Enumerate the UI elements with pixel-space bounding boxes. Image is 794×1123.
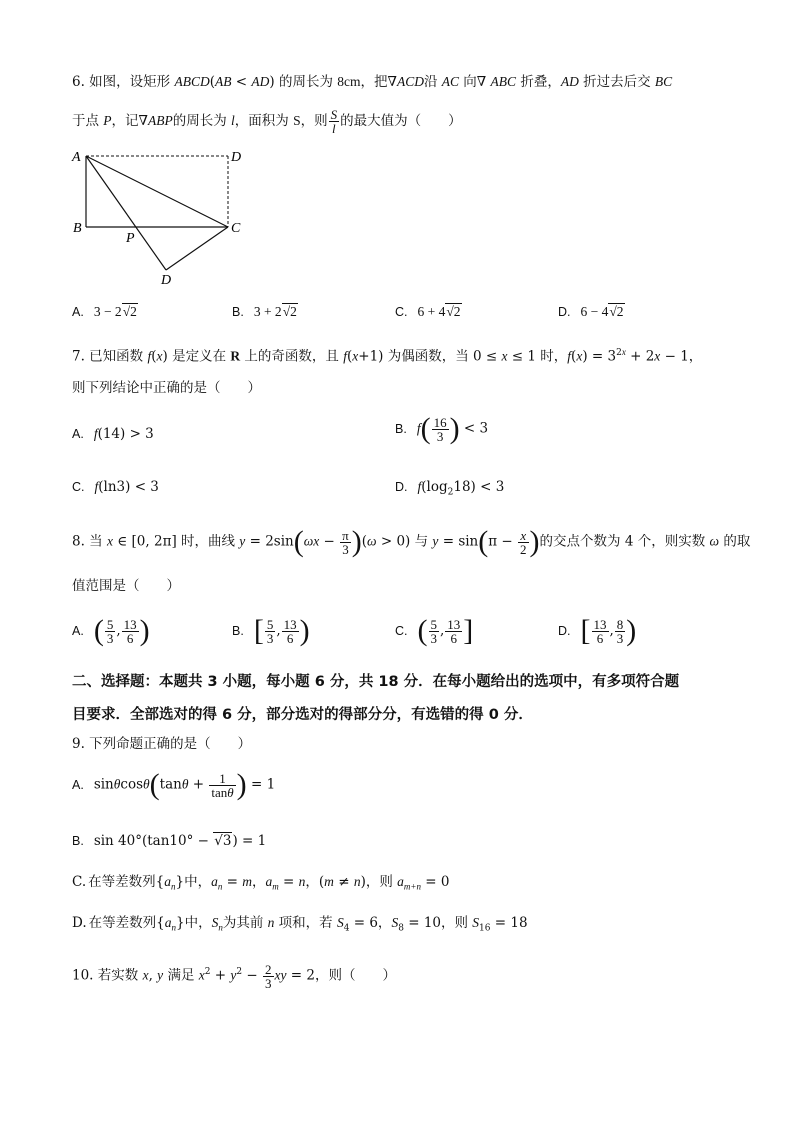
- q9-option-c[interactable]: C. 在等差数列$\{a_n\}$中，$a_n = m$，$a_m = n$，(m ≠ n)，则 $a_{m+n} = 0$: [72, 874, 450, 892]
- q6-stem-line1: 6. 如图，设矩形 ABCD(AB < AD) 的周长为 8cm，把∇ACD沿 AC 向∇ ABC 折叠，AD 折过去后交 BC: [72, 74, 673, 90]
- q8-stem-line1: 8. 当 x ∈ [0, 2π] 时，曲线 y = 2sin(ωx − $\frac{\pi}{3}$ )(ω > 0) 与 y = sin(π − $\frac{x}{2}$ )的交点个数为 4 个，则实数 ω 的取: [72, 525, 751, 558]
- q8-option-d[interactable]: D. [ $\frac{13}{6}$ , $\frac{8}{3}$ ): [558, 614, 637, 647]
- q9-option-d[interactable]: D. 在等差数列$\{a_n\}$中，$S_n$为其前 n 项和，若 $S_4 = 6$，$S_8 = 10$，则 $S_{16} = 18$: [72, 915, 528, 934]
- q7-stem-line2: 则下列结论中正确的是（ ）: [72, 380, 261, 396]
- q9-stem: 9. 下列命题正确的是（ ）: [72, 736, 252, 752]
- q6-option-d[interactable]: D. 6 − 4√2: [558, 304, 624, 319]
- q9-option-b[interactable]: B. sin 40°(tan10° − √3) = 1: [72, 833, 267, 849]
- q8-option-a[interactable]: A. ( $\frac{5}{3}$ , $\frac{13}{6}$ ): [72, 614, 150, 647]
- q7-option-a[interactable]: A. f(14) > 3: [72, 426, 154, 442]
- q6-option-a[interactable]: A. 3 − 2√2: [72, 304, 137, 319]
- q6-option-b[interactable]: B. 3 + 2√2: [232, 304, 297, 319]
- segment-AC: [86, 156, 228, 227]
- q10-stem: 10. 若实数 x, y 满足 $x^2 + y^2$ − $\frac{2}{3}$ xy = 2，则（ ）: [72, 961, 396, 991]
- q8-stem-line2: 值范围是（ ）: [72, 578, 180, 594]
- label-B: B: [73, 221, 82, 236]
- label-C: C: [231, 221, 241, 236]
- section2-header-line2: 目要求．全部选对的得 6 分，部分选对的得部分分，有选错的得 0 分．: [72, 707, 533, 723]
- q7-stem-line1: 7. 已知函数 f(x) 是定义在 R 上的奇函数，且 f(x+1) 为偶函数，当 0 ≤ x ≤ 1 时，$f(x) = 3^{2x} + 2x - 1$，: [72, 347, 703, 365]
- label-A: A: [72, 150, 81, 165]
- q9-option-a[interactable]: A. sinθcosθ(tanθ + $\frac{1}{\tan\theta}$ ) = 1: [72, 768, 276, 801]
- q8-option-b[interactable]: B. [ $\frac{5}{3}$ , $\frac{13}{6}$ ): [232, 614, 310, 647]
- segment-DC-folded: [166, 227, 228, 270]
- q6-option-c[interactable]: C. 6 + 4√2: [395, 304, 461, 319]
- q7-option-b[interactable]: B. f( $\frac{16}{3}$ ) < 3: [395, 412, 489, 445]
- label-D-top: D: [231, 150, 242, 165]
- q6-geometry-figure: [68, 146, 268, 286]
- q7-option-c[interactable]: C. f(ln3) < 3: [72, 479, 159, 495]
- label-D-bottom: D: [161, 273, 172, 286]
- label-P: P: [126, 231, 135, 246]
- q8-option-c[interactable]: C. ( $\frac{5}{3}$ , $\frac{13}{6}$ ]: [395, 614, 474, 647]
- section2-header-line1: 二、选择题：本题共 3 小题，每小题 6 分，共 18 分．在每小题给出的选项中，有多项符合题: [72, 674, 680, 690]
- q6-stem-line2: 于点 P，记∇ABP的周长为 l，面积为 S，则 $\frac{S}{l}$ 的最大值为（ ）: [72, 107, 462, 136]
- segment-AD-folded: [86, 156, 166, 270]
- q7-option-d[interactable]: D. $f(\log_218) < 3$: [395, 479, 505, 498]
- q6-fraction: $\frac{S}{l}$: [330, 107, 338, 136]
